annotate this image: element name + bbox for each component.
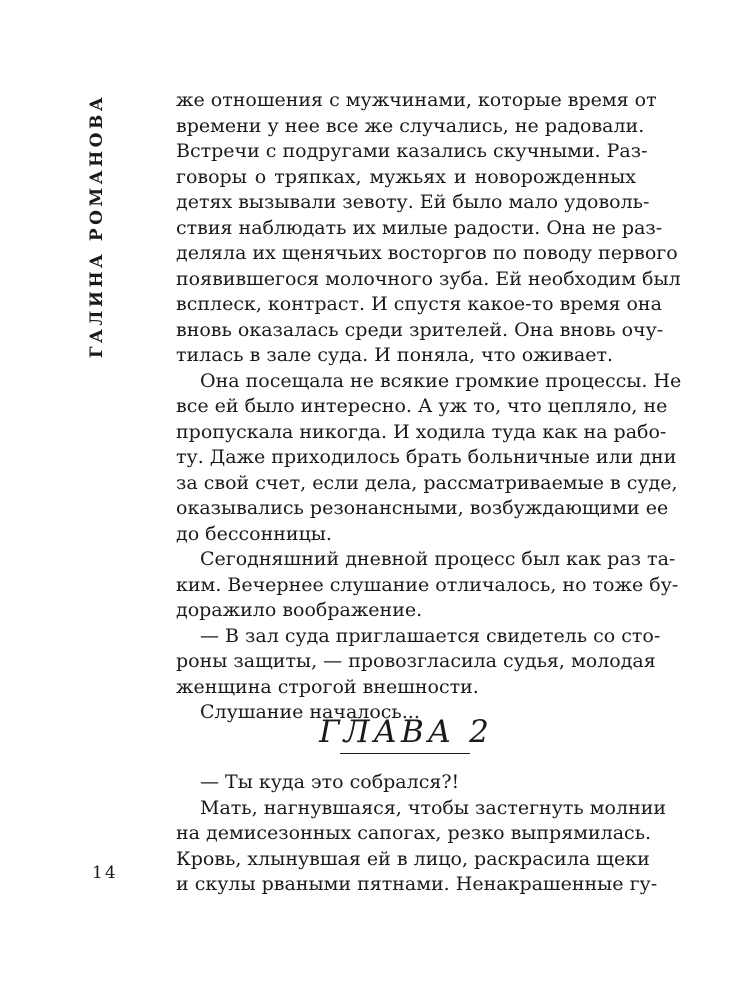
text-line: на демисезонных сапогах, резко выпрямилась. (176, 822, 652, 844)
chapter-heading (176, 714, 636, 750)
running-head-text: ГАЛИНА РОМАНОВА (87, 93, 107, 359)
chapter-title: ГЛАВА 2 (319, 714, 493, 750)
text-line: до бессонницы. (176, 522, 332, 545)
text-line: за свой счет, если дела, рассматриваемые в суде, (176, 471, 678, 494)
text-line: оказывались резонансными, возбуждающими ее (176, 497, 669, 519)
text-line: — Ты куда это собрался?! (200, 771, 460, 793)
text-line: Слушание началось... (200, 701, 420, 723)
text-line: тилась в зале суда. И поняла, что оживает. (176, 344, 614, 366)
chapter-text (176, 770, 667, 898)
page-number: 14 (92, 863, 118, 883)
text-line: женщина строгой внешности. (176, 675, 479, 698)
text-line: всплеск, контраст. И спустя какое-то время она (176, 293, 662, 315)
text-line: роны защиты, — провозгласила судья, молодая (176, 650, 656, 672)
main-text (176, 88, 682, 726)
text-line: — В зал суда приглашается свидетель со сто- (200, 624, 661, 647)
text-line: ту. Даже приходилось брать больничные или дни (176, 446, 677, 468)
text-line: Мать, нагнувшаяся, чтобы застегнуть молнии (200, 796, 667, 819)
text-line: и скулы рваными пятнами. Ненакрашенные гу- (176, 873, 658, 895)
text-line: вновь оказалась среди зрителей. Она вновь очу- (176, 318, 664, 341)
text-line: появившегося молочного зуба. Ей необходим был (176, 267, 681, 290)
text-line: ствия наблюдать их милые радости. Она не раз- (176, 216, 663, 239)
text-line: говоры о тряпках, мужьях и новорожденных (176, 165, 636, 188)
text-line: Встречи с подругами казались скучными. Раз- (176, 140, 648, 162)
chapter-underline (340, 753, 470, 754)
text-line: все ей было интересно. А уж то, что цепляло, не (176, 395, 668, 417)
text-line: деляла их щенячьих восторгов по поводу первого (176, 242, 678, 264)
text-line: Она посещала не всякие громкие процессы. Не (200, 369, 682, 392)
text-line: же отношения с мужчинами, которые время от (176, 89, 657, 111)
text-line: ким. Вечернее слушание отличалось, но тоже бу- (176, 573, 679, 596)
text-line: детях вызывали зевоту. Ей было мало удоволь- (176, 191, 650, 213)
text-line: времени у нее все же случались, не радовали. (176, 114, 645, 137)
text-line: Кровь, хлынувшая ей в лицо, раскрасила щеки (176, 847, 650, 870)
text-line: пропускала никогда. И ходила туда как на рабо- (176, 420, 667, 443)
text-line: доражило воображение. (176, 599, 423, 621)
text-line: Сегодняшний дневной процесс был как раз та- (200, 548, 676, 570)
running-head (84, 93, 110, 359)
